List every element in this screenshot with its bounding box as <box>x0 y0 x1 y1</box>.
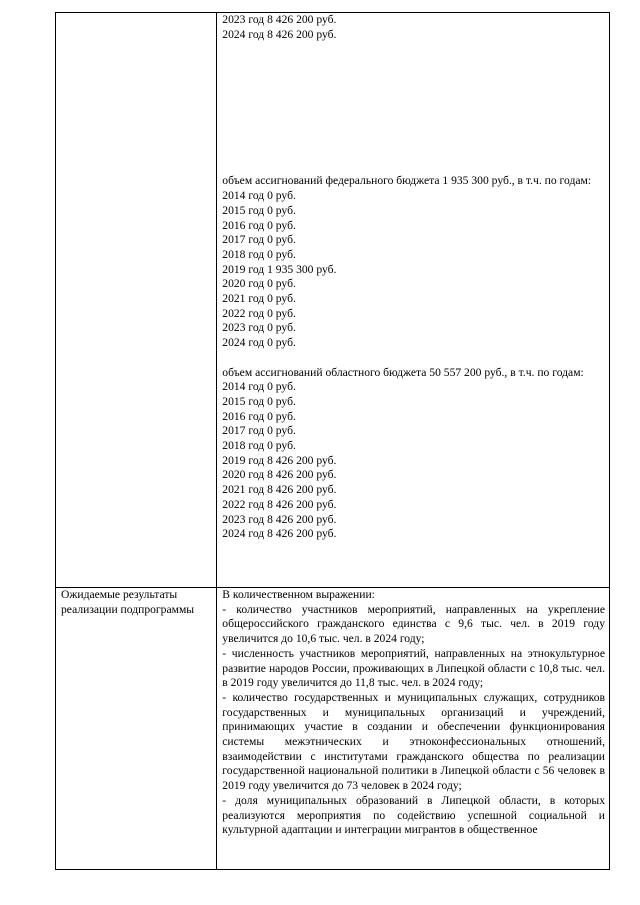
regional-year-line: 2023 год 8 426 200 руб. <box>222 512 337 526</box>
regional-budget-heading: объем ассигнований областного бюджета 50 557 200 руб., в т.ч. по годам: <box>222 365 584 379</box>
funding-values-cell <box>217 13 610 588</box>
regional-year-line: 2017 год 0 руб. <box>222 424 296 438</box>
funding-line: 2024 год 8 426 200 руб. <box>222 27 337 41</box>
results-intro: В количественном выражении: <box>222 588 375 601</box>
federal-budget-heading: объем ассигнований федерального бюджета 1 935 300 руб., в т.ч. по годам: <box>222 174 592 188</box>
result-item: - количество государственных и муниципальных служащих, сотрудников государственных и муниципальных организаций и учреждений, принимающих участие в создании и обеспечении функционирования системы межэтнических и этноконфессиональных отношений, взаимодействии с институтами гражданского общества по реализации государственной национальной политики в Липецкой области с 56 человек в 2019 году увеличится до 73 человек в 2024 году; <box>222 690 605 793</box>
regional-year-line: 2019 год 8 426 200 руб. <box>222 453 337 467</box>
results-label: Ожидаемые результаты реализации подпрограммы <box>61 588 195 616</box>
federal-year-line: 2017 год 0 руб. <box>222 233 296 247</box>
results-values-cell <box>217 588 610 870</box>
federal-year-line: 2024 год 0 руб. <box>222 336 296 350</box>
result-item: - количество участников мероприятий, направленных на укрепление общероссийского гражданского единства с 9,6 тыс. чел. в 2019 году увеличится до 10,6 тыс. чел. в 2024 году; <box>222 602 605 646</box>
regional-year-line: 2018 год 0 руб. <box>222 439 296 453</box>
regional-year-line: 2016 год 0 руб. <box>222 409 296 423</box>
federal-year-line: 2022 год 0 руб. <box>222 306 296 320</box>
regional-year-line: 2021 год 8 426 200 руб. <box>222 483 337 497</box>
results-row <box>56 588 610 870</box>
regional-year-line: 2015 год 0 руб. <box>222 394 296 408</box>
result-item: - численность участников мероприятий, направленных на этнокультурное развитие народов России, проживающих в Липецкой области с 10,8 тыс. чел. в 2019 году увеличится до 11,8 тыс. чел. в 2024 году; <box>222 646 605 690</box>
result-item: - доля муниципальных образований в Липецкой области, в которых реализуются мероприятия по содействию успешной социальной и культурной адаптации и интеграции мигрантов в общественное <box>222 793 605 837</box>
federal-year-line: 2021 год 0 руб. <box>222 292 296 306</box>
results-label-cell <box>56 588 217 870</box>
federal-year-line: 2018 год 0 руб. <box>222 247 296 261</box>
federal-year-line: 2019 год 1 935 300 руб. <box>222 262 337 276</box>
funding-row <box>56 13 610 588</box>
regional-year-line: 2024 год 8 426 200 руб. <box>222 527 337 541</box>
federal-year-line: 2020 год 0 руб. <box>222 277 296 291</box>
funding-line: 2023 год 8 426 200 руб. <box>222 13 337 26</box>
federal-year-line: 2015 год 0 руб. <box>222 203 296 217</box>
federal-year-line: 2023 год 0 руб. <box>222 321 296 335</box>
federal-year-line: 2014 год 0 руб. <box>222 189 296 203</box>
paragraph-spacer <box>222 351 605 366</box>
regional-year-line: 2020 год 8 426 200 руб. <box>222 468 337 482</box>
funding-label-cell <box>56 13 217 588</box>
regional-year-line: 2022 год 8 426 200 руб. <box>222 497 337 511</box>
federal-year-line: 2016 год 0 руб. <box>222 218 296 232</box>
subprogram-passport-table <box>55 12 610 870</box>
regional-year-line: 2014 год 0 руб. <box>222 380 296 394</box>
